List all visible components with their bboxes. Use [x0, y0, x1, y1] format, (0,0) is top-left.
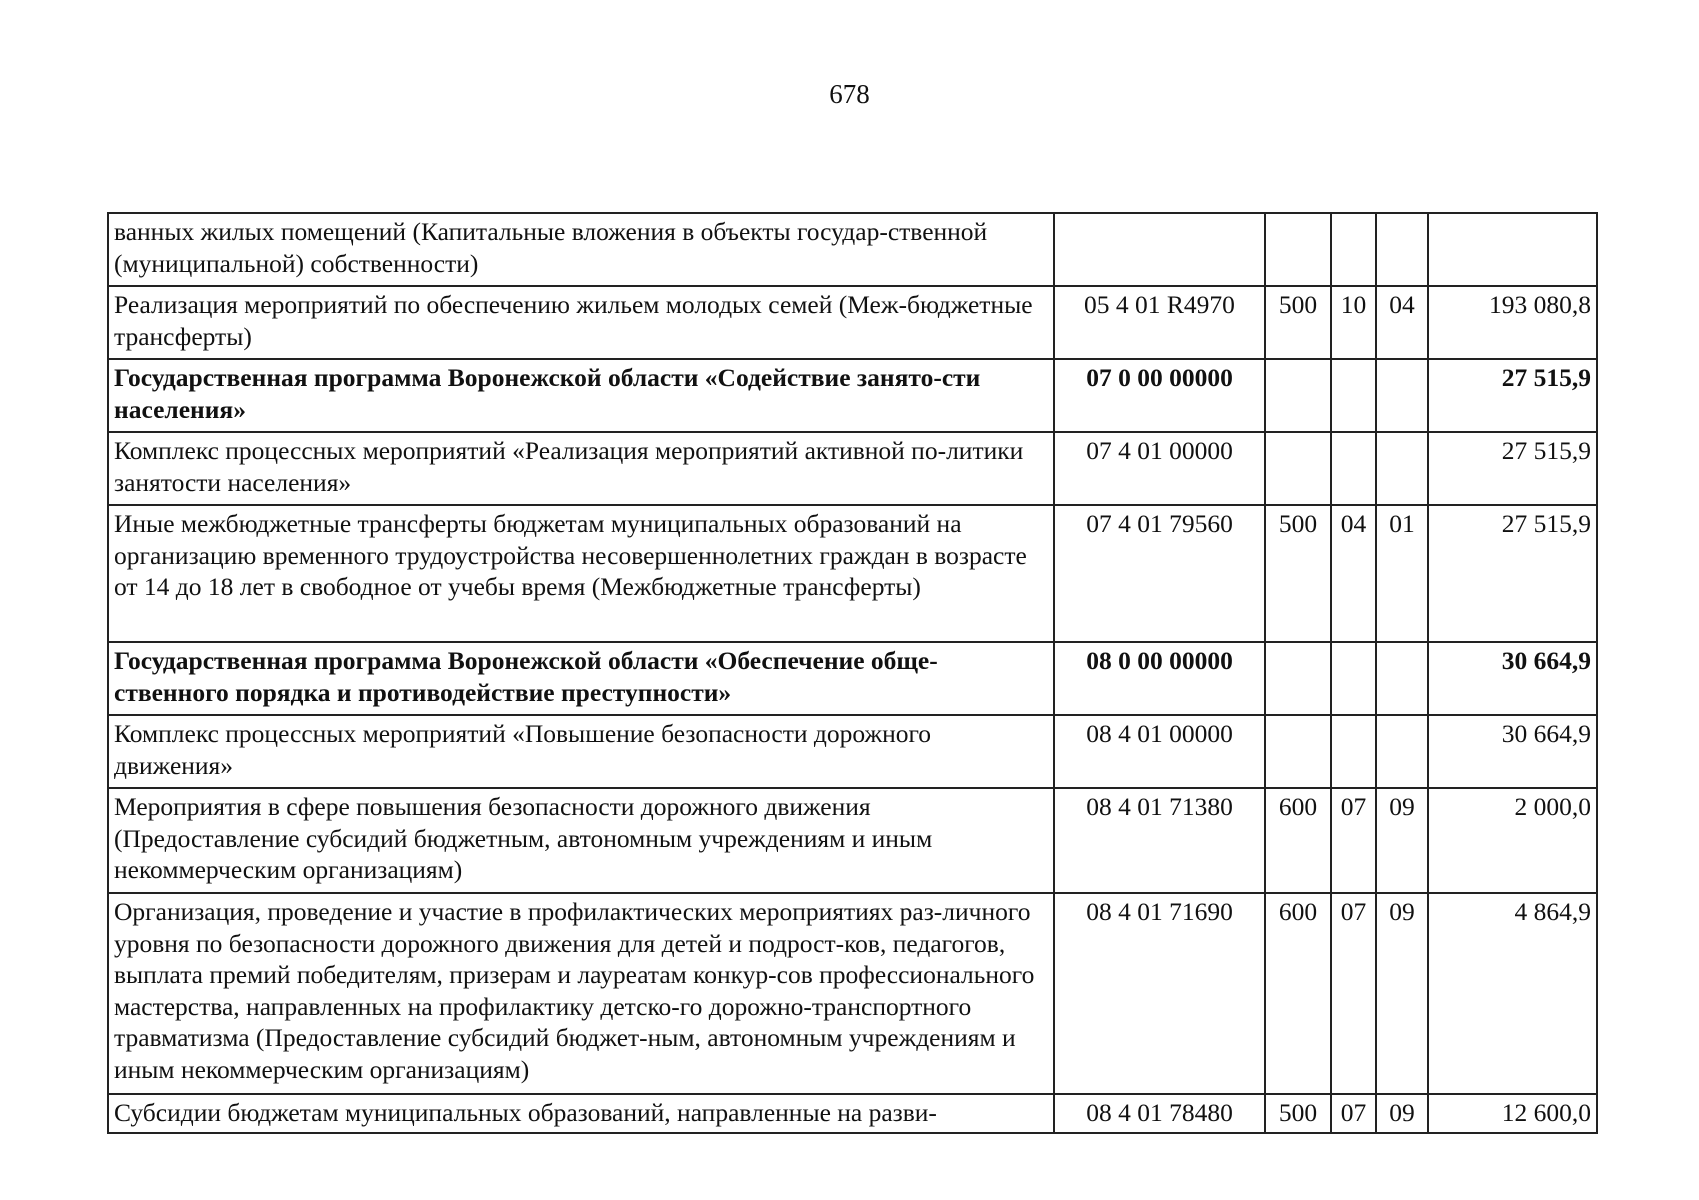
row-section [1331, 213, 1376, 286]
row-subsection [1376, 213, 1428, 286]
row-subsection [1376, 715, 1428, 788]
row-subsection [1376, 642, 1428, 715]
row-section [1331, 432, 1376, 505]
row-expense-type: 500 [1265, 505, 1331, 642]
table-row [108, 788, 1597, 893]
row-name: Мероприятия в сфере повышения безопасности дорожного движения (Предоставление субсидий бюджетным, автономным учреждениям и иным некоммерческим организациям) [108, 788, 1054, 893]
row-expense-type: 500 [1265, 1094, 1331, 1133]
row-amount: 27 515,9 [1428, 432, 1597, 505]
row-section: 07 [1331, 893, 1376, 1094]
row-expense-type [1265, 359, 1331, 432]
row-code: 08 4 01 71380 [1054, 788, 1265, 893]
row-amount: 2 000,0 [1428, 788, 1597, 893]
row-code: 07 4 01 00000 [1054, 432, 1265, 505]
row-amount [1428, 213, 1597, 286]
row-section [1331, 642, 1376, 715]
row-amount: 27 515,9 [1428, 505, 1597, 642]
row-section [1331, 715, 1376, 788]
table-row [108, 286, 1597, 359]
row-name: Реализация мероприятий по обеспечению жильем молодых семей (Меж-бюджетные трансферты) [108, 286, 1054, 359]
row-code: 07 0 00 00000 [1054, 359, 1265, 432]
row-code: 07 4 01 79560 [1054, 505, 1265, 642]
table-row [108, 893, 1597, 1094]
row-subsection: 09 [1376, 893, 1428, 1094]
table-row [108, 432, 1597, 505]
row-name: ванных жилых помещений (Капитальные вложения в объекты государ-ственной (муниципальной) собственности) [108, 213, 1054, 286]
row-name: Государственная программа Воронежской области «Содействие занято-сти населения» [108, 359, 1054, 432]
row-subsection [1376, 432, 1428, 505]
row-name: Организация, проведение и участие в профилактических мероприятиях раз-личного уровня по безопасности дорожного движения для детей и подрост-ков, педагогов, выплата премий победителям, призерам и лауреатам конкур-сов профессионального мастерства, направленных на профилактику детско-го дорожно-транспортного травматизма (Предоставление субсидий бюджет-ным, автономным учреждениям и иным некоммерческим организациям) [108, 893, 1054, 1094]
row-expense-type: 600 [1265, 788, 1331, 893]
row-code: 08 4 01 00000 [1054, 715, 1265, 788]
table-row-program [108, 642, 1597, 715]
row-expense-type: 500 [1265, 286, 1331, 359]
row-subsection: 09 [1376, 788, 1428, 893]
row-subsection: 09 [1376, 1094, 1428, 1133]
row-section: 07 [1331, 1094, 1376, 1133]
row-expense-type: 600 [1265, 893, 1331, 1094]
budget-table-body [108, 213, 1597, 1133]
row-amount: 30 664,9 [1428, 642, 1597, 715]
table-row [108, 1094, 1597, 1133]
row-code: 08 4 01 71690 [1054, 893, 1265, 1094]
row-section: 04 [1331, 505, 1376, 642]
row-code: 05 4 01 R4970 [1054, 286, 1265, 359]
row-name: Комплекс процессных мероприятий «Повышение безопасности дорожного движения» [108, 715, 1054, 788]
row-code [1054, 213, 1265, 286]
row-amount: 193 080,8 [1428, 286, 1597, 359]
row-section [1331, 359, 1376, 432]
row-subsection: 01 [1376, 505, 1428, 642]
row-amount: 27 515,9 [1428, 359, 1597, 432]
table-row [108, 505, 1597, 642]
row-subsection [1376, 359, 1428, 432]
table-row [108, 213, 1597, 286]
row-name: Комплекс процессных мероприятий «Реализация мероприятий активной по-литики занятости населения» [108, 432, 1054, 505]
row-amount: 30 664,9 [1428, 715, 1597, 788]
budget-table [107, 212, 1598, 1134]
row-expense-type [1265, 642, 1331, 715]
row-code: 08 4 01 78480 [1054, 1094, 1265, 1133]
row-amount: 12 600,0 [1428, 1094, 1597, 1133]
row-name: Субсидии бюджетам муниципальных образований, направленные на разви- [108, 1094, 1054, 1133]
row-expense-type [1265, 432, 1331, 505]
row-section: 10 [1331, 286, 1376, 359]
row-name: Иные межбюджетные трансферты бюджетам муниципальных образований на организацию временного трудоустройства несовершеннолетних граждан в возрасте от 14 до 18 лет в свободное от учебы время (Межбюджетные трансферты) [108, 505, 1054, 642]
row-name: Государственная программа Воронежской области «Обеспечение обще-ственного порядка и противодействие преступности» [108, 642, 1054, 715]
table-row [108, 715, 1597, 788]
row-expense-type [1265, 213, 1331, 286]
row-code: 08 0 00 00000 [1054, 642, 1265, 715]
row-amount: 4 864,9 [1428, 893, 1597, 1094]
page-number: 678 [829, 79, 870, 109]
row-expense-type [1265, 715, 1331, 788]
row-section: 07 [1331, 788, 1376, 893]
row-subsection: 04 [1376, 286, 1428, 359]
table-row-program [108, 359, 1597, 432]
